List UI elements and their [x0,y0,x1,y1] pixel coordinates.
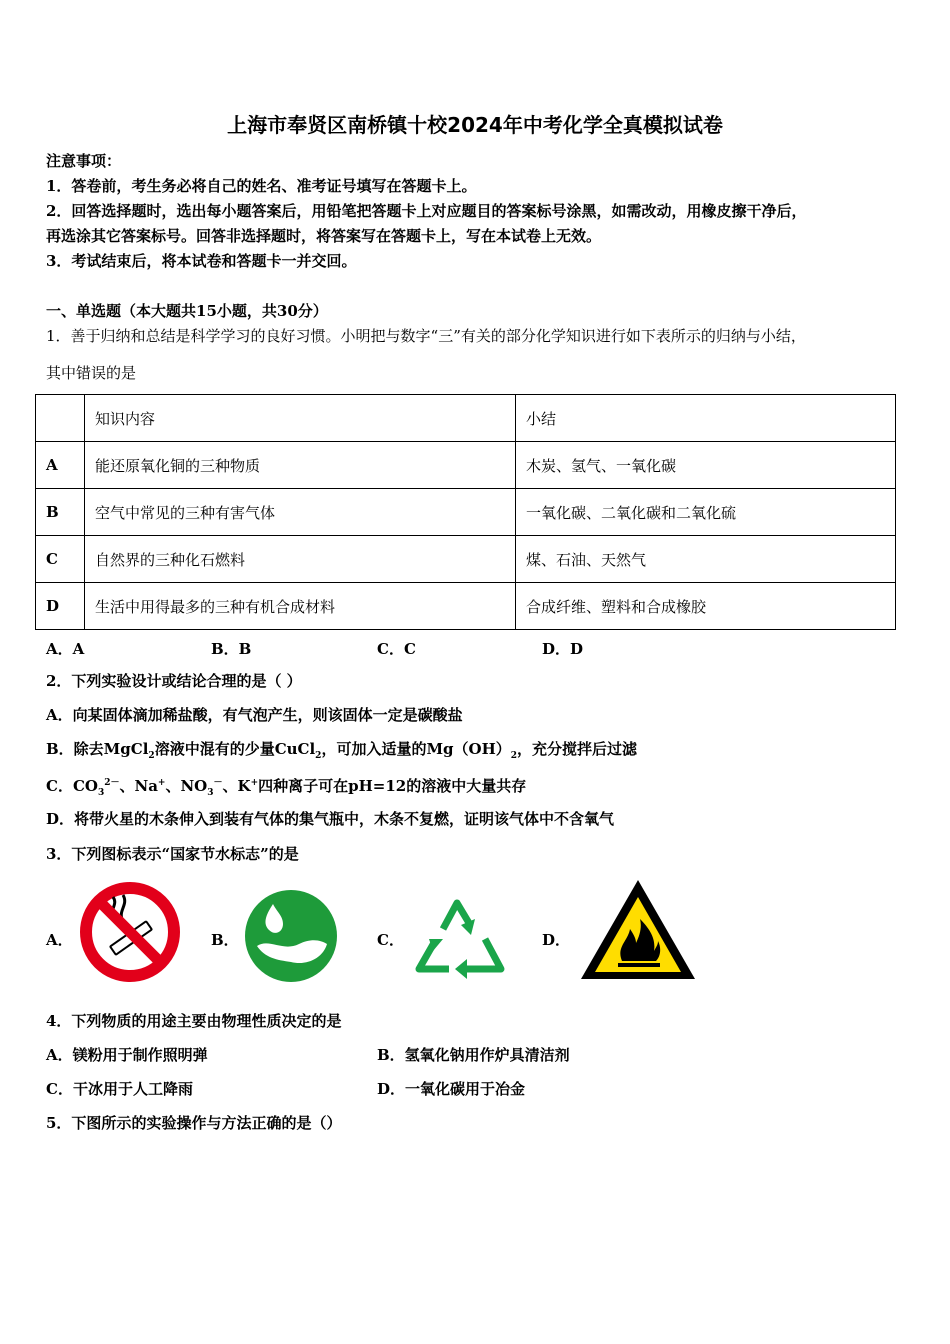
table-cell: B [36,489,85,536]
table-header-row [36,395,896,442]
q3-stem: 3．下列图标表示“国家节水标志”的是 [46,845,299,863]
q3-label-c: C． [377,931,404,949]
table-cell: D [36,583,85,630]
table-row [36,442,896,489]
q3-label-a: A． [46,931,73,949]
table-cell: 空气中常见的三种有害气体 [85,489,516,536]
q4-option-d: D．一氧化碳用于冶金 [377,1080,526,1098]
q4-option-a: A．镁粉用于制作照明弹 [46,1046,208,1064]
q1-option-a: A．A [46,640,85,658]
page-title: 上海市奉贤区南桥镇十校2024年中考化学全真模拟试卷 [227,113,723,137]
q1-stem: 其中错误的是 [46,364,137,382]
notice-item: 再选涂其它答案标号。回答非选择题时，将答案写在答题卡上，写在本试卷上无效。 [46,227,602,245]
table-cell [36,395,85,442]
notice-heading: 注意事项： [46,152,122,170]
table-cell: 木炭、氢气、一氧化碳 [516,442,896,489]
no-smoking-icon [79,881,181,983]
table-cell: 煤、石油、天然气 [516,536,896,583]
recycling-icon [409,889,513,983]
q4-stem: 4．下列物质的用途主要由物理性质决定的是 [46,1012,342,1030]
notice-item: 1．答卷前，考生务必将自己的姓名、准考证号填写在答题卡上。 [46,177,477,195]
table-cell: 能还原氧化铜的三种物质 [85,442,516,489]
q1-option-d: D．D [542,640,584,658]
table-cell: 自然界的三种化石燃料 [85,536,516,583]
section-heading: 一、单选题（本大题共15小题，共30分） [46,302,328,320]
q1-stem: 1．善于归纳和总结是科学学习的良好习惯。小明把与数字“三”有关的部分化学知识进行如下表所示的归纳与小结， [46,327,806,345]
q1-option-c: C．C [377,640,416,658]
table-row [36,489,896,536]
table-header-cell: 小结 [516,395,896,442]
water-saving-icon [243,888,339,984]
q2-option-a: A．向某固体滴加稀盐酸，有气泡产生，则该固体一定是碳酸盐 [46,706,463,724]
table-cell: A [36,442,85,489]
q1-option-b: B．B [211,640,252,658]
q2-option-b: B．除去MgCl$_2$溶液中混有的少量CuCl$_2$，可加入适量的$Mg(OH)_2$，充分搅拌后过滤 [46,740,638,761]
table-row [36,536,896,583]
knowledge-table [35,394,896,630]
flammable-warning-icon [578,877,698,983]
table-cell: 生活中用得最多的三种有机合成材料 [85,583,516,630]
table-cell: 合成纤维、塑料和合成橡胶 [516,583,896,630]
q5-stem: 5．下图所示的实验操作与方法正确的是（） [46,1114,342,1132]
q4-option-b: B．氢氧化钠用作炉具清洁剂 [377,1046,570,1064]
q3-label-d: D． [542,931,571,949]
q2-option-d: D．将带火星的木条伸入到装有气体的集气瓶中，木条不复燃，证明该气体中不含氧气 [46,810,615,828]
notice-item: 2．回答选择题时，选出每小题答案后，用铅笔把答题卡上对应题目的答案标号涂黑，如需改动，用橡皮擦干净后， [46,202,807,220]
table-row [36,583,896,630]
q2-stem: 2．下列实验设计或结论合理的是（ ） [46,672,302,690]
q4-option-c: C．干冰用于人工降雨 [46,1080,193,1098]
table-cell: C [36,536,85,583]
q2-option-c: C．$CO_3^{2-}$、Na+、$NO_3^-$、K+四种离子可在pH=12的溶液中大量共存 [46,777,527,798]
table-cell: 一氧化碳、二氧化碳和二氧化硫 [516,489,896,536]
table-header-cell: 知识内容 [85,395,516,442]
q3-label-b: B． [211,931,239,949]
notice-item: 3．考试结束后，将本试卷和答题卡一并交回。 [46,252,357,270]
